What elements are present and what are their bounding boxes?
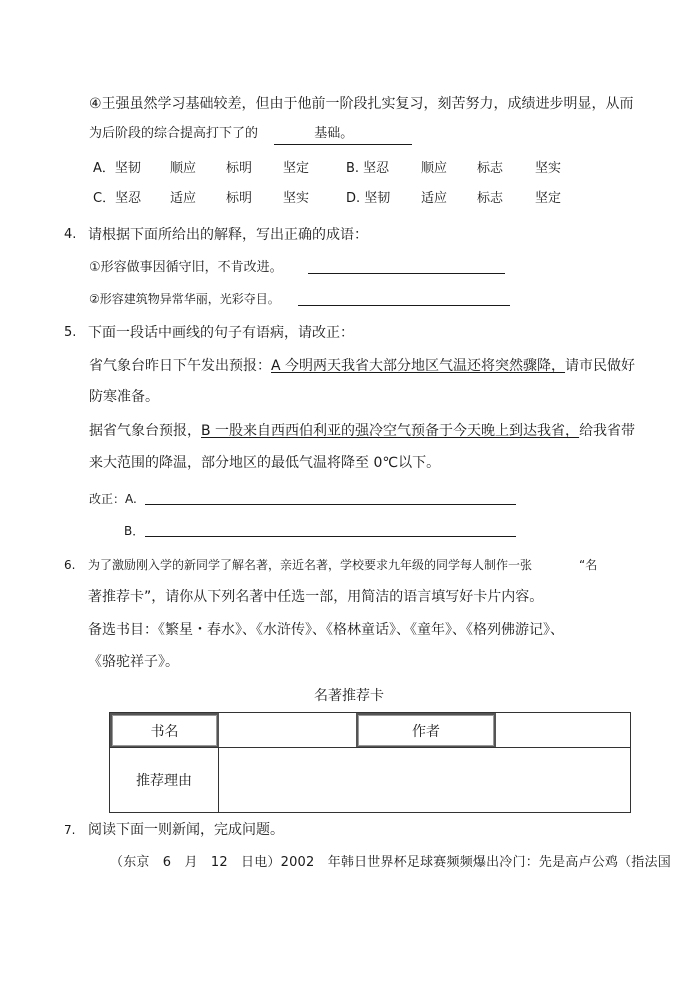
q4-answer-1-line[interactable]: [308, 273, 505, 274]
q5-para-2-line-2: 来大范围的降温，部分地区的最低气温将降至 0℃以下。: [89, 455, 441, 471]
q3-sentence-4-line2: [89, 124, 412, 145]
q5-para-1-post: 请市民做好: [565, 358, 636, 374]
q5-fix-b-line[interactable]: [145, 536, 516, 537]
option-a[interactable]: A．坚韧: [93, 161, 141, 176]
author-input[interactable]: [495, 713, 630, 748]
recommendation-card: [109, 712, 631, 813]
q6-line-3: 备选书目：《繁星・春水》、《水浒传》、《格林童话》、《童年》、《格列佛游记》、: [88, 622, 564, 638]
option-a-word-3: 标明: [226, 161, 253, 176]
reason-label: 推荐理由: [110, 747, 219, 812]
q5-para-2-post: 给我省带: [579, 423, 636, 439]
q5-fix-label-a: 改正：A.: [89, 492, 137, 506]
q5-fix-a-line[interactable]: [145, 504, 516, 505]
q3-sentence-4-blank[interactable]: 基础。: [274, 124, 412, 145]
q4-item-2: ②形容建筑物异常华丽，光彩夺目。: [89, 292, 280, 306]
q4-answer-2-line[interactable]: [298, 305, 510, 306]
book-name-label: 书名: [110, 713, 219, 748]
q6-line-1: 为了激励刚入学的新同学了解名著，亲近名著，学校要求九年级的同学每人制作一张: [88, 558, 533, 572]
q3-sentence-4-line1: ④王强虽然学习基础较差，但由于他前一阶段扎实复习，刻苦努力，成绩进步明显，从而: [89, 96, 634, 112]
option-a-word-4: 坚定: [283, 161, 310, 176]
option-b-word-4: 坚实: [535, 161, 562, 176]
q6-line-2: 著推荐卡”，请你从下列名著中任选一部，用简洁的语言填写好卡片内容。: [88, 589, 544, 605]
reason-input[interactable]: [218, 747, 630, 812]
q5-para-1-pre: 省气象台昨日下午发出预报：: [89, 358, 271, 374]
q6-number: 6.: [64, 558, 76, 572]
option-d[interactable]: D. 坚韧: [346, 191, 391, 206]
q5-para-1: [89, 356, 635, 376]
author-label: 作者: [356, 713, 496, 748]
option-c-word-3: 标明: [226, 191, 253, 206]
option-c-word-2: 适应: [170, 191, 197, 206]
q6-line-1-end: “名: [579, 558, 598, 572]
q5-fix-label-b: B．: [124, 524, 145, 538]
option-d-word-2: 适应: [421, 191, 448, 206]
q4-number: 4.: [64, 227, 77, 242]
option-c-word-4: 坚实: [283, 191, 310, 206]
book-name-input[interactable]: [218, 713, 357, 748]
option-d-word-4: 坚定: [535, 191, 562, 206]
q6-line-4: 《骆驼祥子》。: [88, 654, 179, 670]
q5-number: 5.: [64, 325, 77, 340]
q4-item-1: ①形容做事因循守旧，不肯改进。: [89, 260, 283, 275]
q7-news-line-1: （东京 6 月 12 日电）2002 年韩日世界杯足球赛频频爆出冷门：先是高卢公鸡（指法国: [110, 855, 671, 870]
q5-para-2-pre: 据省气象台预报，: [89, 423, 201, 439]
q5-para-1-line-2: 防寒准备。: [89, 389, 159, 405]
card-title: 名著推荐卡: [314, 688, 384, 704]
option-a-word-2: 顺应: [170, 161, 197, 176]
q7-prompt: 阅读下面一则新闻，完成问题。: [88, 822, 284, 838]
q5-sentence-a: A 今明两天我省大部分地区气温还将突然骤降，: [271, 358, 566, 374]
q5-prompt: 下面一段话中画线的句子有语病，请改正：: [88, 325, 354, 341]
option-b[interactable]: B. 坚忍: [346, 161, 390, 176]
option-b-word-3: 标志: [477, 161, 504, 176]
q4-prompt: 请根据下面所给出的解释，写出正确的成语：: [88, 227, 368, 243]
q5-para-2: [89, 421, 635, 441]
q3-sentence-4-prefix: 为后阶段的综合提高打下了的: [89, 126, 259, 141]
q5-sentence-b: B 一股来自西西伯利亚的强冷空气预备于今天晚上到达我省，: [201, 423, 580, 439]
q7-number: 7.: [64, 823, 76, 837]
option-b-word-2: 顺应: [421, 161, 448, 176]
option-d-word-3: 标志: [477, 191, 504, 206]
option-c[interactable]: C．坚忍: [93, 191, 142, 206]
